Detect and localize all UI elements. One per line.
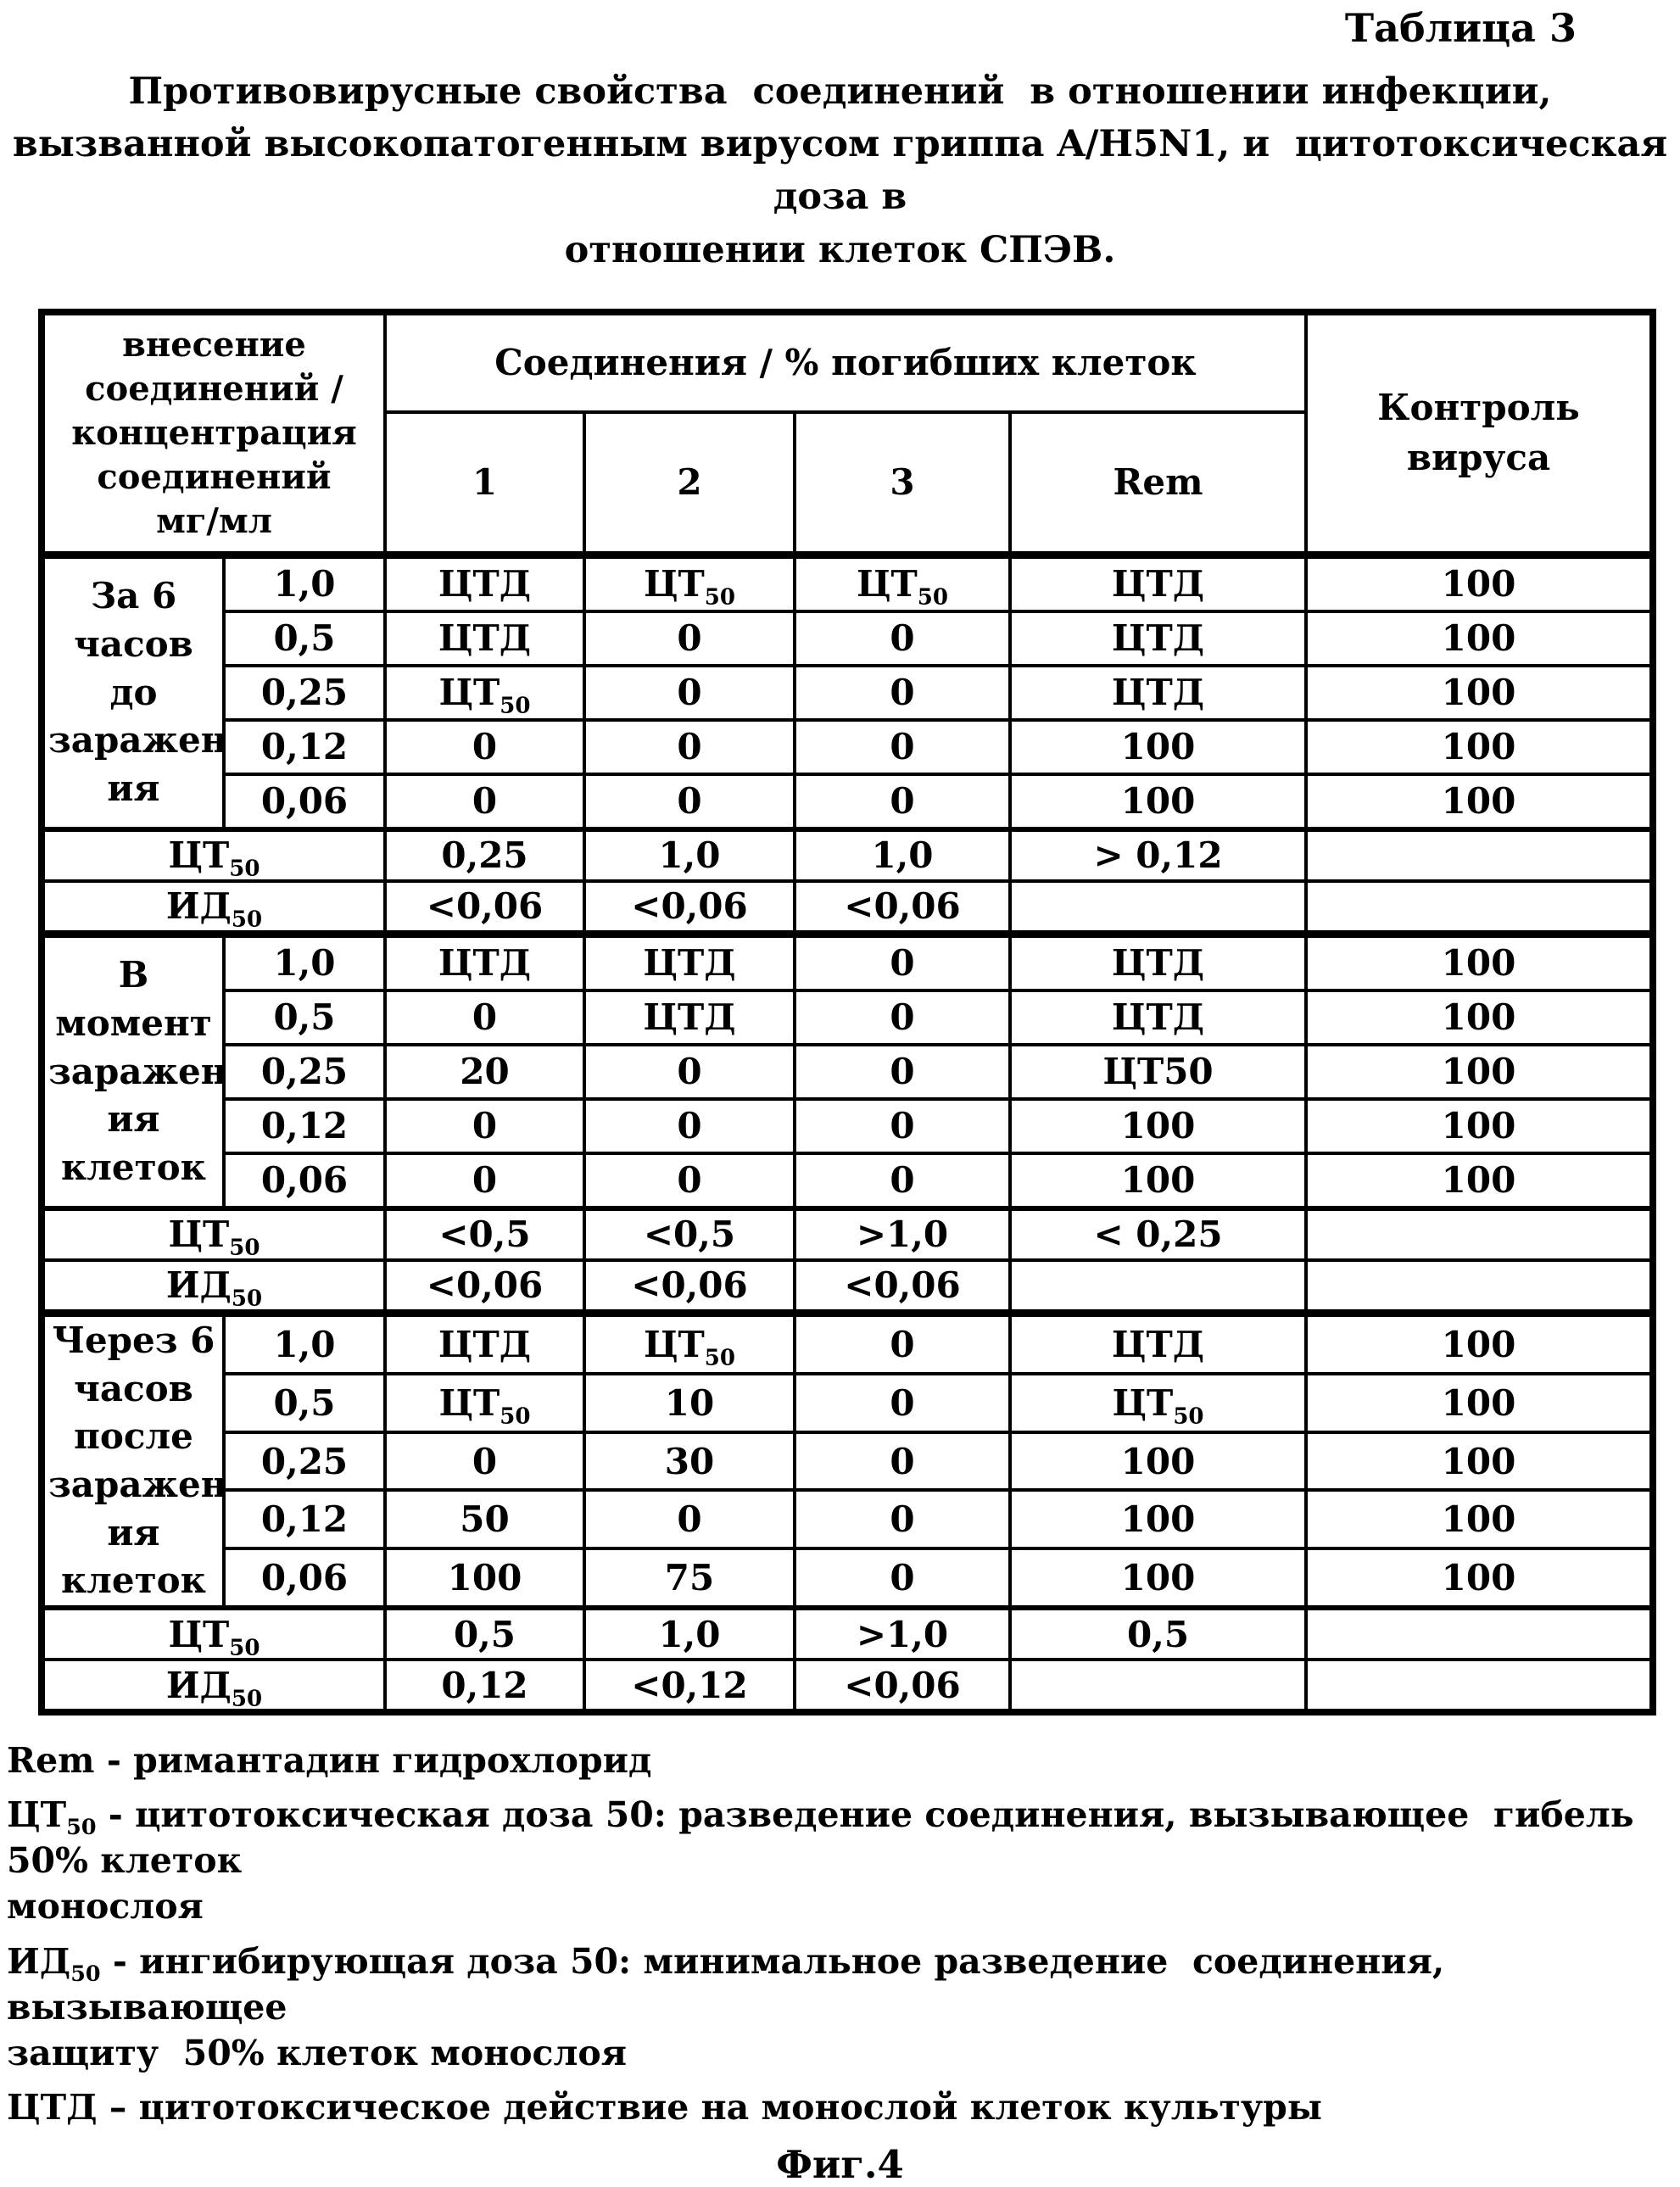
control-cell: 100 [1306, 934, 1653, 990]
value-cell: <0,5 [584, 1208, 795, 1260]
value-cell: <0,12 [584, 1660, 795, 1712]
value-cell: 100 [385, 1548, 584, 1608]
value-cell: ЦТД [1010, 666, 1306, 720]
value-cell: 0 [795, 1153, 1010, 1208]
footnote-ct50: $ЦТ_{50}$ - цитотоксическая доза 50: разведение соединения, вызывающее гибель 50% клеток монослоя [7, 1794, 1634, 1928]
control-cell: 100 [1306, 611, 1653, 666]
value-cell: 0 [584, 666, 795, 720]
value-cell: $ЦТ_{50}$ [795, 555, 1010, 611]
value-cell: 100 [1010, 1153, 1306, 1208]
value-cell: <0,06 [795, 1660, 1010, 1712]
data-table [38, 309, 1656, 1716]
value-cell: 0 [385, 1153, 584, 1208]
control-cell: 100 [1306, 1045, 1653, 1099]
ct50-row [42, 1208, 1653, 1260]
control-cell: 100 [1306, 1432, 1653, 1491]
value-cell: ЦТД [1010, 934, 1306, 990]
value-cell: $ЦТ_{50}$ [385, 666, 584, 720]
control-cell: 100 [1306, 1099, 1653, 1153]
value-cell: 0 [795, 720, 1010, 774]
value-cell: 0 [795, 934, 1010, 990]
control-cell: 100 [1306, 990, 1653, 1045]
control-cell: 100 [1306, 720, 1653, 774]
value-cell: <0,06 [584, 1260, 795, 1314]
value-cell: 10 [584, 1374, 795, 1432]
value-cell: 0 [584, 1099, 795, 1153]
header-virus-control-label: Контроль вируса [1306, 312, 1653, 555]
value-cell: 75 [584, 1548, 795, 1608]
value-cell: 100 [1010, 1432, 1306, 1491]
table-row [42, 1374, 1653, 1432]
summary-label: $ИД_{50}$ [42, 881, 385, 934]
value-cell: < 0,25 [1010, 1208, 1306, 1260]
concentration-cell: 0,06 [224, 1548, 385, 1608]
value-cell: 0 [385, 1099, 584, 1153]
value-cell: 0 [795, 666, 1010, 720]
value-cell: 0 [795, 1432, 1010, 1491]
value-cell: <0,06 [385, 1260, 584, 1314]
concentration-cell: 0,5 [224, 990, 385, 1045]
concentration-cell: 0,25 [224, 1432, 385, 1491]
control-cell: 100 [1306, 1374, 1653, 1432]
value-cell: 1,0 [584, 829, 795, 881]
table-row [42, 1313, 1653, 1373]
value-cell: <0,06 [385, 881, 584, 934]
value-cell: 1,0 [795, 829, 1010, 881]
value-cell: 50 [385, 1490, 584, 1548]
value-cell: 0 [584, 774, 795, 829]
value-cell: 0 [795, 1313, 1010, 1373]
value-cell: >1,0 [795, 1608, 1010, 1660]
concentration-cell: 0,06 [224, 1153, 385, 1208]
table-row [42, 720, 1653, 774]
concentration-cell: 0,06 [224, 774, 385, 829]
section-label: В момент заражен ия клеток [42, 934, 224, 1208]
value-cell: 0 [795, 1374, 1010, 1432]
value-cell: ЦТД [1010, 1313, 1306, 1373]
ct50-row [42, 1608, 1653, 1660]
control-cell: 100 [1306, 774, 1653, 829]
document-title: Противовирусные свойства соединений в отношении инфекции, вызванной высокопатогенным вирусом гриппа A/H5N1, и цитотоксическая доза в отношении клеток СПЭВ. [12, 70, 1668, 271]
value-cell: 20 [385, 1045, 584, 1099]
value-cell: ЦТД [1010, 990, 1306, 1045]
concentration-cell: 0,12 [224, 1490, 385, 1548]
value-cell [1010, 1260, 1306, 1314]
table-row [42, 1153, 1653, 1208]
value-cell [1010, 881, 1306, 934]
summary-label: $ИД_{50}$ [42, 1660, 385, 1712]
table-row [42, 1490, 1653, 1548]
header-compound-3: 3 [795, 412, 1010, 555]
value-cell: 100 [1010, 720, 1306, 774]
section-label: Через 6 часов после заражен ия клеток [42, 1313, 224, 1608]
table-caption: Таблица 3 [1344, 5, 1577, 51]
value-cell: 0 [795, 1490, 1010, 1548]
value-cell: $ЦТ_{50}$ [584, 1313, 795, 1373]
control-cell [1306, 1260, 1653, 1314]
control-cell: 100 [1306, 666, 1653, 720]
control-cell: 100 [1306, 1313, 1653, 1373]
header-compounds-label: Соединения / % погибших клеток [385, 312, 1306, 412]
value-cell: 0,5 [1010, 1608, 1306, 1660]
summary-label: $ЦТ_{50}$ [42, 829, 385, 881]
table-row [42, 1099, 1653, 1153]
value-cell: 1,0 [584, 1608, 795, 1660]
concentration-cell: 0,25 [224, 1045, 385, 1099]
value-cell: 0 [795, 1045, 1010, 1099]
value-cell: 0 [584, 1045, 795, 1099]
id50-row [42, 881, 1653, 934]
id50-row [42, 1260, 1653, 1314]
header-left-label: внесение соединений / концентрация соединений мг/мл [42, 312, 385, 555]
control-cell: 100 [1306, 1490, 1653, 1548]
value-cell: ЦТД [584, 990, 795, 1045]
concentration-cell: 0,12 [224, 720, 385, 774]
concentration-cell: 0,5 [224, 1374, 385, 1432]
value-cell: <0,06 [795, 1260, 1010, 1314]
value-cell: 0,12 [385, 1660, 584, 1712]
table-row [42, 611, 1653, 666]
value-cell: 0 [795, 1099, 1010, 1153]
header-compound-1: 1 [385, 412, 584, 555]
value-cell: 0 [584, 720, 795, 774]
value-cell: 0 [795, 774, 1010, 829]
value-cell: <0,06 [584, 881, 795, 934]
value-cell: 100 [1010, 1490, 1306, 1548]
concentration-cell: 0,12 [224, 1099, 385, 1153]
table-row [42, 934, 1653, 990]
header-compound-2: 2 [584, 412, 795, 555]
footnote-ctd: ЦТД – цитотоксическое действие на монослой клеток культуры [7, 2086, 1322, 2128]
summary-label: $ЦТ_{50}$ [42, 1608, 385, 1660]
value-cell: <0,5 [385, 1208, 584, 1260]
value-cell: 100 [1010, 1548, 1306, 1608]
control-cell [1306, 1208, 1653, 1260]
value-cell: 0,25 [385, 829, 584, 881]
control-cell [1306, 1660, 1653, 1712]
value-cell: <0,06 [795, 881, 1010, 934]
value-cell: >1,0 [795, 1208, 1010, 1260]
value-cell [1010, 1660, 1306, 1712]
value-cell: ЦТД [385, 555, 584, 611]
value-cell: 0 [385, 774, 584, 829]
table-row [42, 666, 1653, 720]
value-cell: ЦТД [1010, 611, 1306, 666]
concentration-cell: 0,25 [224, 666, 385, 720]
value-cell: 100 [1010, 1099, 1306, 1153]
control-cell [1306, 1608, 1653, 1660]
table-row [42, 774, 1653, 829]
value-cell: 0 [795, 1548, 1010, 1608]
value-cell: ЦТД [385, 934, 584, 990]
value-cell: 100 [1010, 774, 1306, 829]
value-cell: $ЦТ_{50}$ [1010, 1374, 1306, 1432]
value-cell: 0 [385, 990, 584, 1045]
summary-label: $ИД_{50}$ [42, 1260, 385, 1314]
concentration-cell: 1,0 [224, 1313, 385, 1373]
table-row [42, 990, 1653, 1045]
table-row [42, 1045, 1653, 1099]
control-cell: 100 [1306, 1153, 1653, 1208]
value-cell: ЦТД [385, 1313, 584, 1373]
table-row [42, 1548, 1653, 1608]
value-cell: 0 [795, 990, 1010, 1045]
header-row-1 [42, 312, 1653, 412]
value-cell: 30 [584, 1432, 795, 1491]
value-cell: 0 [584, 611, 795, 666]
value-cell: 0,5 [385, 1608, 584, 1660]
footnotes [7, 1738, 1660, 2130]
concentration-cell: 1,0 [224, 934, 385, 990]
value-cell: ЦТД [385, 611, 584, 666]
value-cell: $ЦТ_{50}$ [584, 555, 795, 611]
value-cell: ЦТ50 [1010, 1045, 1306, 1099]
summary-label: $ЦТ_{50}$ [42, 1208, 385, 1260]
table-row [42, 1432, 1653, 1491]
value-cell: 0 [584, 1490, 795, 1548]
concentration-cell: 1,0 [224, 555, 385, 611]
footnote-id50: $ИД_{50}$ - ингибирующая доза 50: минимальное разведение соединения, вызывающее защиту 50% клеток монослоя [7, 1940, 1445, 2073]
figure-label: Фиг.4 [776, 2141, 904, 2187]
ct50-row [42, 829, 1653, 881]
table-row [42, 555, 1653, 611]
control-cell: 100 [1306, 1548, 1653, 1608]
control-cell: 100 [1306, 555, 1653, 611]
section-label: За 6 часов до заражен ия [42, 555, 224, 829]
value-cell: 0 [795, 611, 1010, 666]
value-cell: ЦТД [584, 934, 795, 990]
footnote-rem: Rem - римантадин гидрохлорид [7, 1740, 652, 1782]
value-cell: 0 [385, 1432, 584, 1491]
id50-row [42, 1660, 1653, 1712]
control-cell [1306, 881, 1653, 934]
header-compound-rem: Rem [1010, 412, 1306, 555]
value-cell: 0 [385, 720, 584, 774]
concentration-cell: 0,5 [224, 611, 385, 666]
value-cell: > 0,12 [1010, 829, 1306, 881]
value-cell: $ЦТ_{50}$ [385, 1374, 584, 1432]
control-cell [1306, 829, 1653, 881]
value-cell: ЦТД [1010, 555, 1306, 611]
value-cell: 0 [584, 1153, 795, 1208]
